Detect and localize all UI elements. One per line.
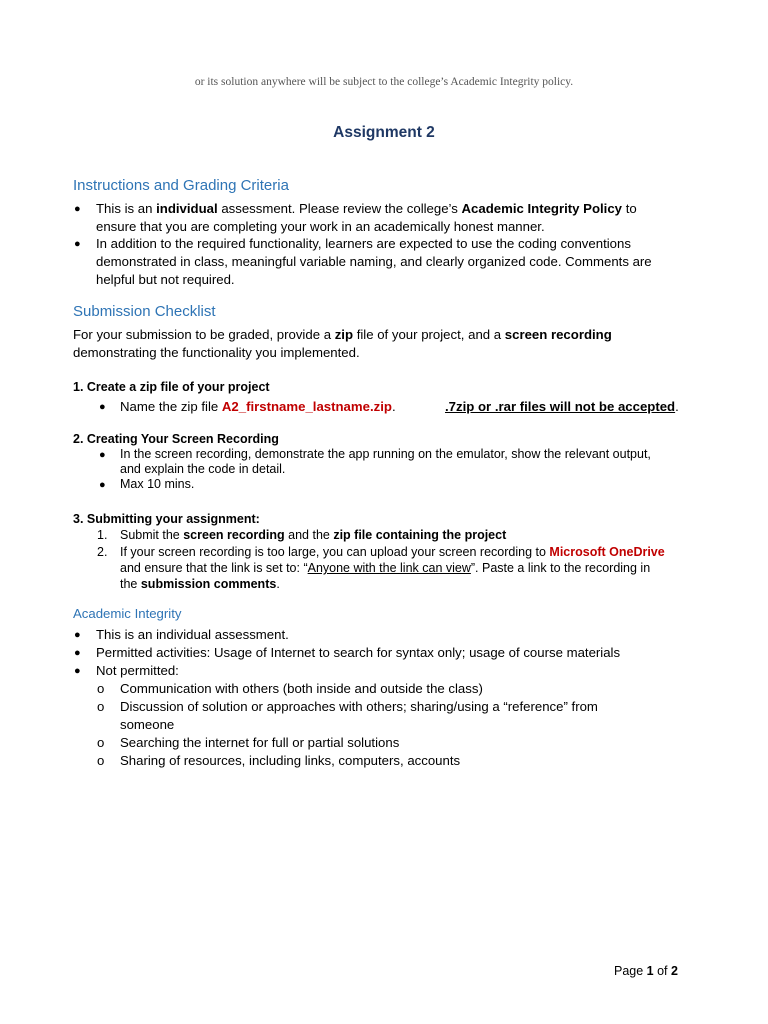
step-3-item-1: Submit the screen recording and the zip file containing the project [120,528,507,542]
not-permitted-item-1: Communication with others (both inside and outside the class) [120,681,483,696]
integrity-heading: Academic Integrity [73,606,182,621]
checklist-intro-line-1: For your submission to be graded, provide a zip file of your project, and a screen recording [73,327,612,342]
step-2-heading: 2. Creating Your Screen Recording [73,432,279,446]
step-1-item: Name the zip file A2_firstname_lastname.zip. [120,399,396,414]
checklist-intro-line-2: demonstrating the functionality you implemented. [73,345,360,360]
header-note: or its solution anywhere will be subject to the college’s Academic Integrity policy. [194,76,574,88]
instructions-heading: Instructions and Grading Criteria [73,177,289,194]
step-3-item-2-line-3: the submission comments. [120,577,280,591]
link-setting-text: Anyone with the link can view [307,561,471,575]
bullet-icon: ● [99,449,106,461]
step-3-item-1-number: 1. [97,528,108,542]
not-permitted-item-2-line-2: someone [120,717,175,732]
instruction-item-2-line-2: demonstrated in class, meaningful variable naming, and clearly organized code. Comments are [96,254,652,269]
step-1-heading: 1. Create a zip file of your project [73,380,270,394]
step-3-heading: 3. Submitting your assignment: [73,512,260,526]
page-title: Assignment 2 [333,124,435,141]
circle-bullet-icon: o [97,735,105,750]
not-permitted-item-2-line-1: Discussion of solution or approaches with others; sharing/using a “reference” from [120,699,598,714]
bullet-icon: ● [99,401,106,413]
integrity-item-2: Permitted activities: Usage of Internet to search for syntax only; usage of course materials [96,645,621,660]
circle-bullet-icon: o [97,753,105,768]
step-1-warning: .7zip or .rar files will not be accepted. [445,399,679,414]
bullet-icon: ● [74,647,81,659]
integrity-item-3: Not permitted: [96,663,179,678]
circle-bullet-icon: o [97,681,105,696]
step-2-item-1-line-2: and explain the code in detail. [120,462,286,476]
step-2-item-2: Max 10 mins. [120,477,195,491]
not-permitted-item-4: Sharing of resources, including links, computers, accounts [120,753,461,768]
instruction-item-2-line-1: In addition to the required functionality, learners are expected to use the coding conventions [96,236,631,251]
instruction-item-1-line-1: This is an individual assessment. Please review the college’s Academic Integrity Policy to [96,201,637,216]
checklist-heading: Submission Checklist [73,303,216,320]
instruction-item-1-line-2: ensure that you are completing your work in an academically honest manner. [96,219,545,234]
page-number: Page 1 of 2 [614,964,678,978]
instruction-item-2-line-3: helpful but not required. [96,272,235,287]
bullet-icon: ● [99,479,106,491]
circle-bullet-icon: o [97,699,105,714]
step-3-item-2-number: 2. [97,545,108,559]
step-3-item-2-line-1: If your screen recording is too large, you can upload your screen recording to Microsoft OneDrive [120,545,665,559]
bullet-icon: ● [74,203,81,215]
step-3-item-2-line-2: and ensure that the link is set to: “Anyone with the link can view”. Paste a link to the recording in [120,561,651,575]
not-permitted-item-3: Searching the internet for full or partial solutions [120,735,400,750]
bullet-icon: ● [74,629,81,641]
integrity-item-1: This is an individual assessment. [96,627,289,642]
bullet-icon: ● [74,238,81,250]
step-2-item-1-line-1: In the screen recording, demonstrate the app running on the emulator, show the relevant output, [120,447,651,461]
bullet-icon: ● [74,665,81,677]
